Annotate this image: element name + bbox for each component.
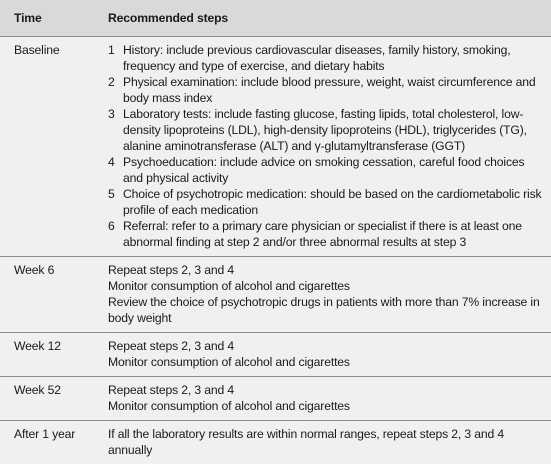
step-line: Monitor consumption of alcohol and cigarettes — [108, 278, 547, 294]
time-cell: Baseline — [0, 37, 95, 257]
time-cell: Week 12 — [0, 333, 95, 377]
step-item — [108, 106, 547, 154]
step-line: If all the laboratory results are within normal ranges, repeat steps 2, 3 and 4 annually — [108, 426, 547, 458]
step-number: 6 — [108, 218, 123, 250]
steps-cell — [95, 377, 551, 421]
steps-cell — [95, 37, 551, 257]
table-header-row — [0, 0, 551, 37]
step-line: Review the choice of psychotropic drugs in patients with more than 7% increase in body weight — [108, 294, 547, 326]
table-row-week-52 — [0, 377, 551, 421]
step-item — [108, 218, 547, 250]
table-row-week-6 — [0, 257, 551, 333]
step-text: Physical examination: include blood pressure, weight, waist circumference and body mass index — [123, 74, 547, 106]
step-text: Referral: refer to a primary care physician or specialist if there is at least one abnormal finding at step 2 and/or three abnormal results at step 3 — [123, 218, 547, 250]
step-item — [108, 74, 547, 106]
step-text: Psychoeducation: include advice on smoking cessation, careful food choices and physical activity — [123, 154, 547, 186]
step-line: Monitor consumption of alcohol and cigarettes — [108, 354, 547, 370]
step-number: 1 — [108, 42, 123, 74]
step-item — [108, 42, 547, 74]
table-row-after-1-year — [0, 421, 551, 464]
table-row-baseline — [0, 37, 551, 257]
table-row-week-12 — [0, 333, 551, 377]
steps-cell — [95, 257, 551, 333]
time-cell: Week 52 — [0, 377, 95, 421]
step-number: 5 — [108, 186, 123, 218]
steps-cell — [95, 421, 551, 464]
header-time: Time — [0, 0, 95, 37]
step-line: Monitor consumption of alcohol and cigarettes — [108, 398, 547, 414]
time-cell: After 1 year — [0, 421, 95, 464]
step-item — [108, 186, 547, 218]
time-cell: Week 6 — [0, 257, 95, 333]
header-recommended-steps: Recommended steps — [95, 0, 551, 37]
steps-cell — [95, 333, 551, 377]
step-line: Repeat steps 2, 3 and 4 — [108, 262, 547, 278]
step-text: Choice of psychotropic medication: should be based on the cardiometabolic risk profile of each medication — [123, 186, 547, 218]
step-text: History: include previous cardiovascular diseases, family history, smoking, frequency and type of exercise, and dietary habits — [123, 42, 547, 74]
step-number: 4 — [108, 154, 123, 186]
step-line: Repeat steps 2, 3 and 4 — [108, 338, 547, 354]
step-number: 3 — [108, 106, 123, 154]
step-item — [108, 154, 547, 186]
step-text: Laboratory tests: include fasting glucose, fasting lipids, total cholesterol, low-density lipoproteins (LDL), high-density lipoproteins (HDL), triglycerides (TG), alanine aminotransferase (ALT) and γ-glutamyltransferase (GGT) — [123, 106, 547, 154]
baseline-step-list — [108, 42, 547, 250]
step-number: 2 — [108, 74, 123, 106]
step-line: Repeat steps 2, 3 and 4 — [108, 382, 547, 398]
